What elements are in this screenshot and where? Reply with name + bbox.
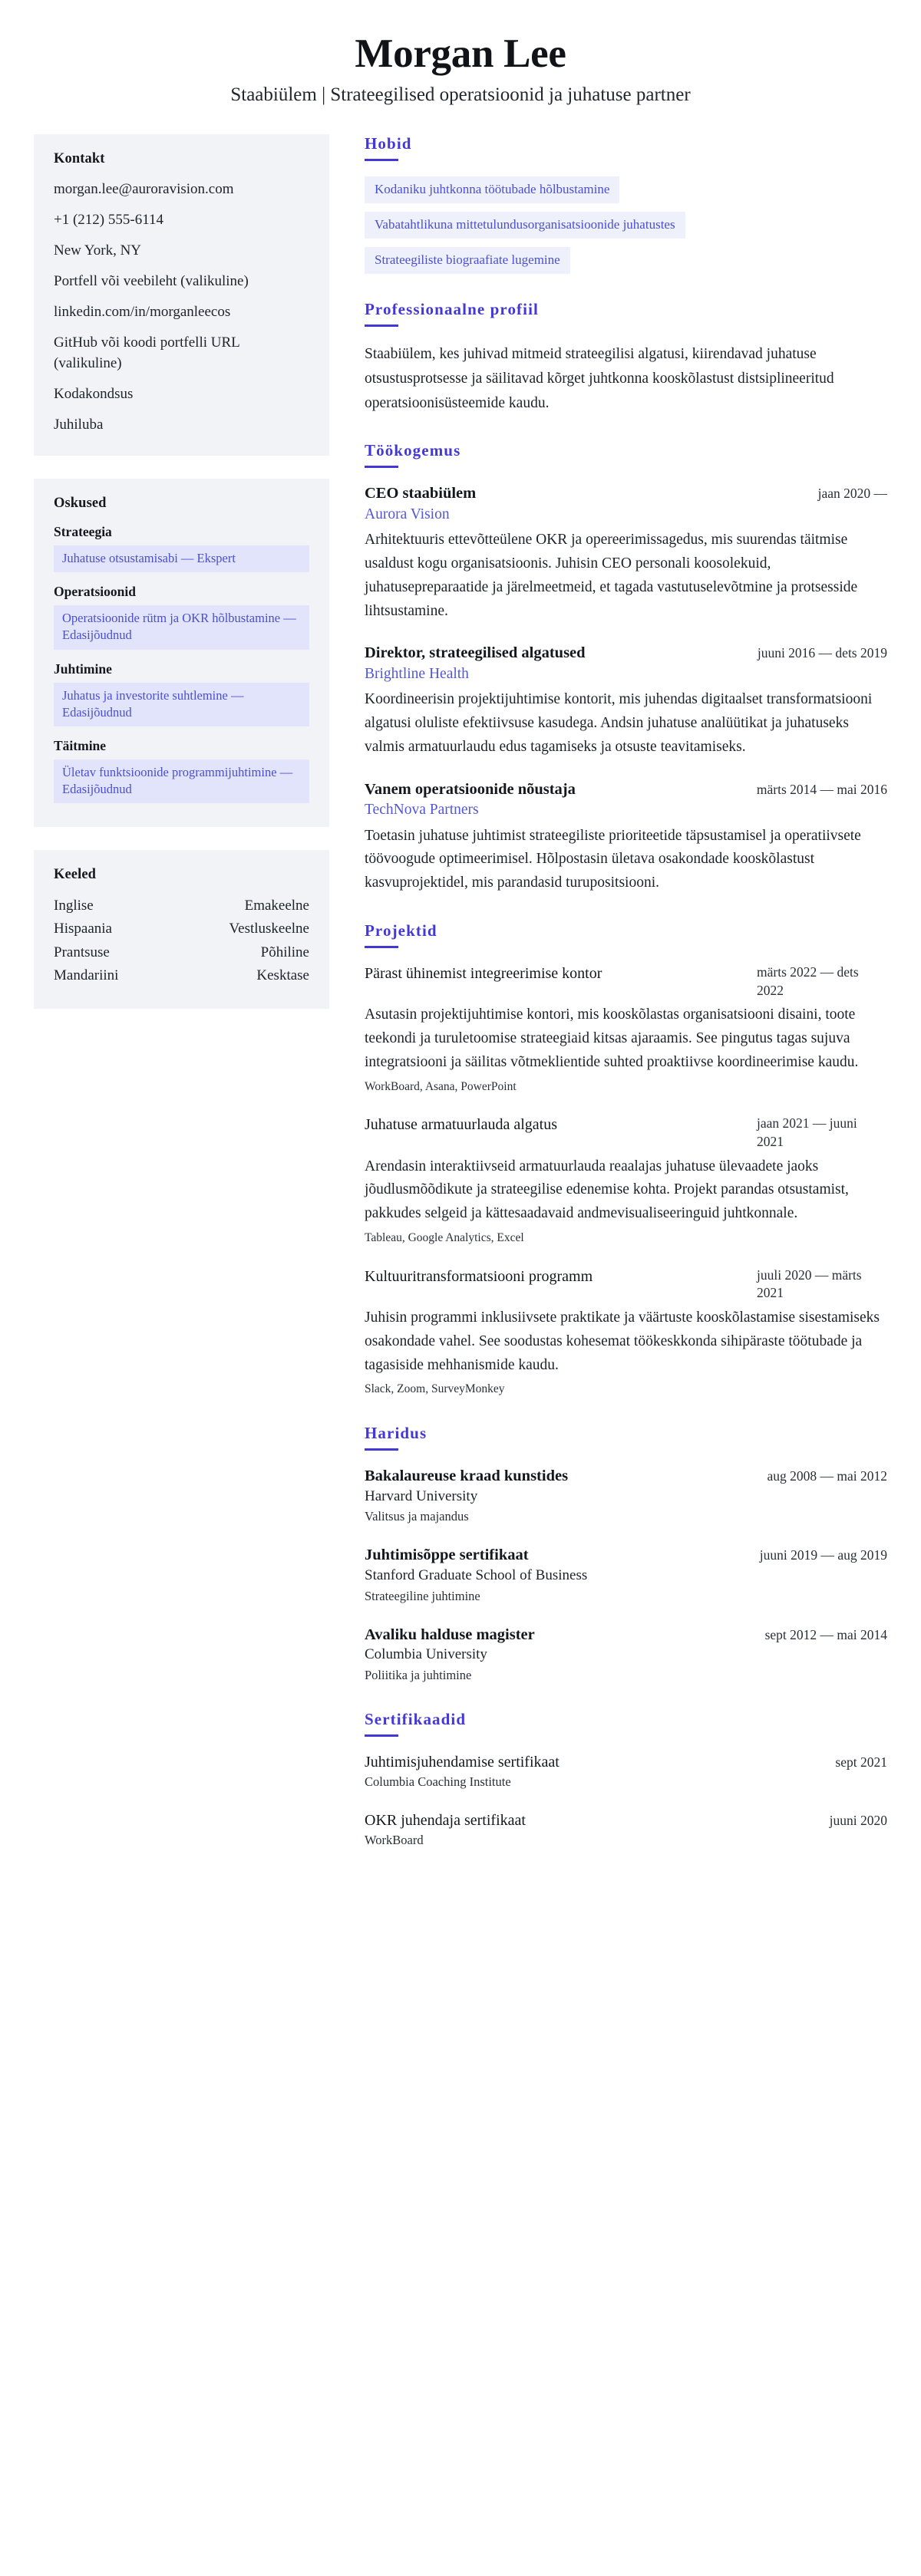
project-entry-head (365, 964, 887, 1000)
contact-email[interactable]: morgan.lee@auroravision.com (54, 181, 234, 198)
degree-date: aug 2008 — mai 2012 (767, 1468, 887, 1484)
certification-entry-head (365, 1810, 887, 1830)
experience-entry (365, 643, 887, 759)
certification-name: Juhtimisjuhendamise sertifikaat (365, 1754, 560, 1771)
resume-header (0, 0, 921, 120)
contact-location: New York, NY (54, 242, 142, 259)
section-title: Professionaalne profiil (365, 300, 539, 319)
job-company: TechNova Partners (365, 802, 479, 819)
skill-pill: Operatsioonide rütm ja OKR hõlbustamine — Edasijõudnud (54, 605, 309, 649)
project-tools: Tableau, Google Analytics, Excel (365, 1231, 524, 1245)
education-entry-head (365, 1625, 887, 1645)
contact-driving-license: Juhiluba (54, 417, 104, 433)
section-rule (365, 159, 398, 161)
project-name: Pärast ühinemist integreerimise kontor (365, 965, 602, 983)
job-date: jaan 2020 — (817, 486, 887, 502)
job-company: Brightline Health (365, 666, 469, 682)
certification-name: OKR juhendaja sertifikaat (365, 1812, 526, 1830)
project-description: Asutasin projektijuhtimise kontori, mis kooskõlastas organisatsiooni disaini, toote teekondi ja turuletoomise strateegiaid kitsas ajaraamis. See pingutus tagas sujuva integratsiooni ja säilitas võtmeklientide suhted proaktiivse koordineerimise kaudu. (365, 1006, 859, 1070)
language-name: Hispaania (54, 921, 112, 937)
job-title: CEO staabiülem (365, 485, 477, 502)
section-certifications (365, 1710, 887, 1849)
certification-date: juuni 2020 (829, 1813, 887, 1829)
degree-name: Juhtimisõppe sertifikaat (365, 1547, 529, 1564)
certification-entry (365, 1752, 887, 1790)
project-date: jaan 2021 — juuni 2021 (757, 1115, 857, 1149)
job-date: märts 2014 — mai 2016 (756, 781, 887, 797)
certification-entry-head (365, 1752, 887, 1772)
skill-pill: Ületav funktsioonide programmijuhtimine — Edasijõudnud (54, 759, 309, 803)
project-entry (365, 1267, 887, 1398)
main-column (329, 134, 887, 1875)
language-row (54, 918, 309, 940)
degree-name: Bakalaureuse kraad kunstides (365, 1468, 569, 1485)
project-tools: WorkBoard, Asana, PowerPoint (365, 1079, 517, 1093)
degree-date: sept 2012 — mai 2014 (764, 1626, 887, 1642)
contact-phone[interactable]: +1 (212) 555-6114 (54, 212, 163, 229)
education-entry-head (365, 1545, 887, 1566)
section-experience (365, 441, 887, 895)
languages-card-title: Keeled (54, 866, 97, 882)
school-name: Harvard University (365, 1487, 478, 1504)
section-projects (365, 921, 887, 1398)
resume-body (0, 120, 921, 1875)
sidebar (34, 134, 329, 1031)
section-rule (365, 1734, 398, 1737)
language-name: Inglise (54, 897, 94, 914)
skill-group-leadership (54, 661, 309, 726)
hobby-tag: Kodaniku juhtkonna töötubade hõlbustamine (365, 176, 619, 203)
skills-card (34, 479, 329, 827)
project-entry (365, 1115, 887, 1246)
experience-entry (365, 779, 887, 895)
project-name: Kultuuritransformatsiooni programm (365, 1267, 593, 1285)
certification-issuer: WorkBoard (365, 1833, 424, 1848)
contact-github[interactable]: GitHub või koodi portfelli URL (valikuline) (54, 334, 240, 372)
experience-entry (365, 483, 887, 623)
section-title: Projektid (365, 921, 437, 940)
hobby-tag: Vabatahtlikuna mittetulundusorganisatsioonide juhatustes (365, 212, 685, 239)
section-rule (365, 1448, 398, 1451)
language-level: Kesktase (256, 967, 309, 984)
hobby-tag: Strateegiliste biograafiate lugemine (365, 247, 570, 274)
language-row (54, 895, 309, 917)
contact-citizenship: Kodakondsus (54, 386, 134, 403)
field-of-study: Valitsus ja majandus (365, 1509, 469, 1524)
project-description: Arendasin interaktiivseid armatuurlauda reaalajas juhatuse ülevaadete jaoks jõudlusmõõdikute ja strateegilise edenemise kohta. Projekt parandas otsustamist, pakkudes selgeid ja kättesaadavaid andmevisualiseeringuid juhtkonnale. (365, 1158, 849, 1222)
section-title: Sertifikaadid (365, 1710, 467, 1729)
job-title: Direktor, strateegilised algatused (365, 644, 586, 662)
education-entry (365, 1466, 887, 1525)
language-level: Vestluskeelne (229, 921, 309, 937)
certification-date: sept 2021 (835, 1754, 887, 1771)
job-title: Vanem operatsioonide nõustaja (365, 780, 576, 798)
project-entry (365, 964, 887, 1095)
experience-entry-head (365, 643, 887, 664)
degree-date: juuni 2019 — aug 2019 (759, 1547, 887, 1563)
project-name: Juhatuse armatuurlauda algatus (365, 1116, 558, 1134)
school-name: Stanford Graduate School of Business (365, 1567, 588, 1583)
language-row (54, 965, 309, 987)
skill-pill: Juhatuse otsustamisabi — Ekspert (54, 545, 309, 572)
skill-group-label: Operatsioonid (54, 584, 136, 600)
education-entry (365, 1545, 887, 1604)
skills-card-title: Oskused (54, 496, 107, 512)
project-tools: Slack, Zoom, SurveyMonkey (365, 1382, 505, 1396)
project-entry-head (365, 1267, 887, 1303)
section-rule (365, 324, 398, 327)
language-level: Emakeelne (244, 897, 309, 914)
certification-entry (365, 1810, 887, 1849)
job-company: Aurora Vision (365, 506, 450, 522)
degree-name: Avaliku halduse magister (365, 1626, 535, 1643)
languages-card (34, 850, 329, 1009)
section-rule (365, 946, 398, 948)
field-of-study: Strateegiline juhtimine (365, 1588, 480, 1603)
project-date: juuli 2020 — märts 2021 (757, 1267, 862, 1301)
experience-entry-head (365, 779, 887, 800)
job-description: Arhitektuuris ettevõtteülene OKR ja opereerimissagedus, mis suurendas täitmise usaldust kogu organisatsioonis. Juhisin CEO personali koosolekuid, juhatusepreparaatide ja järelmeetmeid, et tagada vastutuselevõtmine ja protsesside lihtsustamine. (365, 532, 858, 619)
project-date: märts 2022 — dets 2022 (757, 964, 859, 998)
language-name: Prantsuse (54, 944, 110, 960)
language-name: Mandariini (54, 967, 119, 984)
education-entry-head (365, 1466, 887, 1487)
job-date: juuni 2016 — dets 2019 (757, 645, 887, 661)
job-description: Koordineerisin projektijuhtimise kontorit, mis juhendas digitaalset transformatsiooni algatusi oluliste efektiivsuse kasudega. Andsin juhatuse analüütikat ja juhatuseks valmis armatuurlaudu edus tagamiseks ja otsuste teavitamiseks. (365, 691, 873, 755)
contact-portfolio[interactable]: Portfell või veebileht (valikuline) (54, 273, 249, 290)
contact-card-title: Kontakt (54, 151, 105, 167)
school-name: Columbia University (365, 1646, 487, 1663)
contact-card (34, 134, 329, 456)
project-entry-head (365, 1115, 887, 1151)
skill-group-label: Juhtimine (54, 660, 112, 677)
field-of-study: Poliitika ja juhtimine (365, 1667, 472, 1682)
skill-group-label: Strateegia (54, 524, 112, 540)
skill-group-strategy (54, 524, 309, 572)
candidate-headline: Staabiülem | Strateegilised operatsioonid ja juhatuse partner (230, 84, 691, 106)
section-rule (365, 466, 398, 468)
education-entry (365, 1625, 887, 1684)
language-row (54, 942, 309, 964)
profile-summary: Staabiülem, kes juhivad mitmeid strateegilisi algatusi, kiirendavad juhatuse otsustusprotsesse ja säilitavad kõrget juhtkonna kooskõlastust distsiplineeritud operatsioonisüsteemide kaudu. (365, 346, 834, 411)
skill-group-label: Täitmine (54, 737, 107, 753)
job-description: Toetasin juhatuse juhtimist strateegiliste prioriteetide täpsustamisel ja operatiivsete töövoogude optimeerimisel. Hõlpostasin ületava osakondade kooskõlastust kasvuprojektidel, mis parandasid turupositsiooni. (365, 827, 861, 891)
skill-group-execution (54, 738, 309, 803)
skill-pill: Juhatus ja investorite suhtlemine — Edasijõudnud (54, 683, 309, 726)
skill-group-operations (54, 584, 309, 649)
section-title: Töökogemus (365, 441, 461, 460)
section-profile (365, 300, 887, 415)
project-description: Juhisin programmi inklusiivsete praktikate ja väärtuste kooskõlastamise sisestamiseks osakondade vahel. See soodustas kohesemat töökeskkonda sihipäraste töötubade ja tagasiside mehhanismide kaudu. (365, 1309, 880, 1373)
certification-issuer: Columbia Coaching Institute (365, 1774, 511, 1790)
section-education (365, 1424, 887, 1684)
section-hobbies (365, 134, 887, 274)
section-title: Hobid (365, 134, 412, 153)
contact-linkedin[interactable]: linkedin.com/in/morganleecos (54, 304, 231, 321)
language-level: Põhiline (260, 944, 309, 960)
experience-entry-head (365, 483, 887, 504)
section-title: Haridus (365, 1424, 427, 1443)
candidate-name: Morgan Lee (355, 31, 566, 76)
